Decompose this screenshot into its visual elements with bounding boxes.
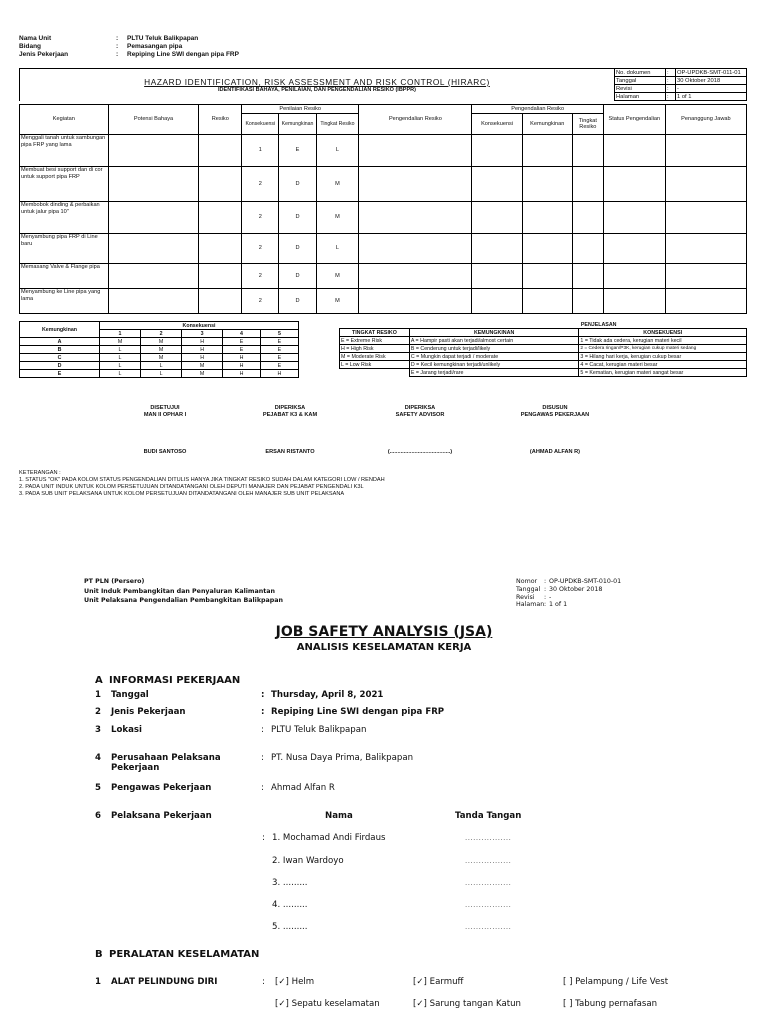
signatory-name: (AHMAD ALFAN R) <box>529 449 581 455</box>
legend-row: L = Low Risk D = Kecil kemungkinan terjadi/unlikely 4 = Cacat, kerugian materi besar <box>340 361 747 369</box>
hiradc-header: HAZARD IDENTIFICATION, RISK ASSESSMENT AND RISK CONTROL (HIRARC) IDENTIFIKASI BAHAYA, PENILAIAN, DAN PENGENDALIAN RESIKO (IBPPR) No. dokumen : OP-UPDKB-SMT-011-01 Tanggal : 30 Oktober 2018 Revisi : - Halaman : 1 of 1 <box>19 68 747 101</box>
signatory-name: BUDI SANTOSO <box>143 449 187 455</box>
info-value: Ahmad Alfan R <box>271 783 335 793</box>
apd-checkbox-safety-shoes[interactable]: [✓] Sepatu keselamatan <box>275 999 380 1009</box>
worker-name: 1. Mochamad Andi Firdaus <box>272 833 386 843</box>
apd-checkbox-earmuff[interactable]: [✓] Earmuff <box>413 977 464 987</box>
info-label: Bidang <box>19 43 42 50</box>
table-row: Menggali tanah untuk sambungan pipa FRP yang lama 1 E L <box>20 135 747 167</box>
col-pengendalian-group: Pengendalian Resiko <box>472 105 603 114</box>
col-tingkat-2: Tingkat Resiko <box>572 114 603 135</box>
apd-checkbox-helm[interactable]: [✓] Helm <box>275 977 315 987</box>
matrix-row: B L M H E E <box>20 346 299 354</box>
info-row: 3 Lokasi : PLTU Teluk Balikpapan <box>95 725 367 735</box>
info-row: 5 Pengawas Pekerjaan : Ahmad Alfan R <box>95 783 335 793</box>
signature-compiled: DISUSUN PENGAWAS PEKERJAAN (AHMAD ALFAN R) <box>495 405 615 456</box>
hiradc-risk-table <box>19 104 747 314</box>
hiradc-subtitle: IDENTIFIKASI BAHAYA, PENILAIAN, DAN PENGENDALIAN RESIKO (IBPPR) <box>218 86 416 93</box>
apd-checkbox-life-vest[interactable]: [ ] Pelampung / Life Vest <box>563 977 669 987</box>
info-value: Repiping Line SWI dengan pipa FRP <box>271 707 445 717</box>
matrix-kemungkinan-label: Kemungkinan <box>20 322 100 338</box>
table-row: Membuat besi support dan di cor untuk support pipa FRP 2 D M <box>20 167 747 202</box>
matrix-row: D L L M H E <box>20 362 299 370</box>
worker-signature: ................. <box>465 901 512 909</box>
info-value: PLTU Teluk Balikpapan <box>127 35 199 42</box>
hiradc-title: HAZARD IDENTIFICATION, RISK ASSESSMENT AND RISK CONTROL (HIRARC) <box>144 76 490 87</box>
info-row: 4 Perusahaan Pelaksana Pekerjaan : PT. Nusa Daya Prima, Balikpapan <box>95 753 414 773</box>
meta-value: 30 Oktober 2018 <box>676 77 747 85</box>
apd-checkbox-breathing-tank[interactable]: [ ] Tabung pernafasan <box>563 999 658 1009</box>
info-value: Pemasangan pipa <box>127 43 183 50</box>
meta-label: Halaman <box>615 93 666 101</box>
pelaksana-col-ttd: Tanda Tangan <box>455 811 522 821</box>
legend-row: H = High Risk B = Cenderung untuk terjadi/likely 2 = Cedera ringan/P3K, kerugian cukup materi sedang <box>340 345 747 353</box>
jsa-doc-meta: Nomor : OP-UPDKB-SMT-010-01 Tanggal : 30 Oktober 2018 Revisi : - Halaman : 1 of 1 <box>516 578 622 609</box>
info-value: PLTU Teluk Balikpapan <box>271 725 367 735</box>
table-row: Membobok dinding & perbaikan untuk jalur pipa 10" 2 D M <box>20 202 747 234</box>
signature-checked-safety: DIPERIKSA SAFETY ADVISOR (.......................................) <box>365 405 475 456</box>
worker-name: 2. Iwan Wardoyo <box>272 856 344 866</box>
meta-label: No. dokumen <box>615 69 666 77</box>
col-tingkat-resiko: Tingkat Resiko <box>316 114 359 135</box>
pelaksana-col-nama: Nama <box>325 811 353 821</box>
pelaksana-row: 6 Pelaksana Pekerjaan <box>95 811 212 821</box>
jsa-subtitle: ANALISIS KESELAMATAN KERJA <box>296 642 472 653</box>
col-kemungkinan-2: Kemungkinan <box>522 114 572 135</box>
col-penanggung-jawab: Penanggung Jawab <box>665 105 746 135</box>
meta-value: - <box>676 85 747 93</box>
col-resiko: Resiko <box>199 105 242 135</box>
info-row: 1 Tanggal : Thursday, April 8, 2021 <box>95 690 384 700</box>
section-b-heading: B PERALATAN KESELAMATAN <box>95 949 260 960</box>
worker-signature: ................. <box>465 879 512 887</box>
worker-signature: ................. <box>465 834 512 842</box>
section-a-heading: A INFORMASI PEKERJAAN <box>95 675 241 686</box>
table-row: Menyambung ke Line pipa yang lama 2 D M <box>20 289 747 314</box>
keterangan: KETERANGAN : 1. STATUS "OK" PADA KOLOM STATUS PENGENDALIAN DITULIS HANYA JIKA TINGKAT RESIKO SUDAH DALAM KATEGORI LOW / RENDAH 2. PADA UNIT INDUK UNTUK KOLOM PERSETUJUAN DITANDATANGANI OLEH DEPUTI MANAJER DAN PEJABAT PENGENDALI K3L 3. PADA SUB UNIT PELAKSANA UNTUK KOLOM PERSETUJUAN DITANDATANGANI OLEH MANAJER SUB UNIT PELAKSANA <box>19 470 385 497</box>
apd-colon: : <box>262 977 265 987</box>
worker-name: 4. ......... <box>272 900 308 910</box>
matrix-row: C L M H H E <box>20 354 299 362</box>
worker-name: 5. ......... <box>272 922 308 932</box>
jsa-title: JOB SAFETY ANALYSIS (JSA) <box>275 624 493 640</box>
info-label: Nama Unit <box>19 35 52 42</box>
info-value: Repiping Line SWI dengan pipa FRP <box>127 51 239 58</box>
col-penilaian-resiko: Penilaian Resiko <box>242 105 359 114</box>
jsa-company: PT PLN (Persero) Unit Induk Pembangkitan dan Penyaluran Kalimantan Unit Pelaksana Pengendalian Pembangkitan Balikpapan <box>84 578 284 605</box>
table-row: Memasang Valve & Flange pipa 2 D M <box>20 264 747 289</box>
info-value: Thursday, April 8, 2021 <box>271 690 384 700</box>
apd-checkbox-cotton-gloves[interactable]: [✓] Sarung tangan Katun <box>413 999 521 1009</box>
signature-checked-k3: DIPERIKSA PEJABAT K3 & KAM ERSAN RISTANTO <box>235 405 345 456</box>
worker-signature: ................. <box>465 857 512 865</box>
table-row: Menyambung pipa FRP di Line baru 2 D L <box>20 234 747 264</box>
col-potensi-bahaya: Potensi Bahaya <box>108 105 199 135</box>
h-tingkat-resiko: TINGKAT RESIKO <box>340 329 410 337</box>
apd-row: 1 ALAT PELINDUNG DIRI <box>95 977 218 987</box>
info-row: 2 Jenis Pekerjaan : Repiping Line SWI dengan pipa FRP <box>95 707 445 717</box>
meta-value: 1 of 1 <box>676 93 747 101</box>
col-konsekuensi: Konsekuensi <box>242 114 279 135</box>
info-value: PT. Nusa Daya Prima, Balikpapan <box>271 753 414 763</box>
signatory-name: ERSAN RISTANTO <box>265 449 315 455</box>
penjelasan-legend <box>339 321 747 377</box>
meta-label: Tanggal <box>615 77 666 85</box>
worker-name: 3. ......... <box>272 878 308 888</box>
pelaksana-colon: : <box>262 833 265 843</box>
info-label: Jenis Pekerjaan <box>19 51 69 58</box>
signatory-name: (.......................................) <box>387 449 453 455</box>
risk-matrix: Kemungkinan Konsekuensi 1 2 3 4 5 A M M H E E B L M H E E C L M H H E D L L M H E E L L M H H <box>19 321 299 378</box>
legend-row: M = Moderate Risk C = Mungkin dapat terjadi / moderate 3 = Hilang hari kerja, kerugian cukup besar <box>340 353 747 361</box>
matrix-row: E L L M H H <box>20 370 299 378</box>
h-konsekuensi: KONSEKUENSI <box>579 329 747 337</box>
col-kegiatan: Kegiatan <box>20 105 109 135</box>
col-status: Status Pengendalian <box>603 105 665 135</box>
matrix-konsekuensi-label: Konsekuensi <box>100 322 299 330</box>
penjelasan-title: PENJELASAN <box>340 321 747 329</box>
col-pengendalian-resiko: Pengendalian Resiko <box>359 105 472 135</box>
col-konsekuensi-2: Konsekuensi <box>472 114 522 135</box>
worker-signature: ................. <box>465 923 512 931</box>
hiradc-unit-info: Nama Unit : PLTU Teluk Balikpapan Bidang : Pemasangan pipa Jenis Pekerjaan : Repiping Line SWI dengan pipa FRP <box>19 35 239 58</box>
legend-row: E = Extreme Risk A = Hampir pasti akan terjadi/almost certain 1 = Tidak ada cedera, kerugian materi kecil <box>340 337 747 345</box>
signature-approved: DISETUJUI MAN II OPHAR I BUDI SANTOSO <box>110 405 220 456</box>
h-kemungkinan: KEMUNGKINAN <box>409 329 579 337</box>
meta-label: Revisi <box>615 85 666 93</box>
matrix-row: A M M H E E <box>20 338 299 346</box>
legend-row: E = Jarang terjadi/rare 5 = Kematian, kerugian materi sangat besar <box>340 369 747 377</box>
col-kemungkinan: Kemungkinan <box>279 114 316 135</box>
meta-value: OP-UPDKB-SMT-011-01 <box>676 69 747 77</box>
